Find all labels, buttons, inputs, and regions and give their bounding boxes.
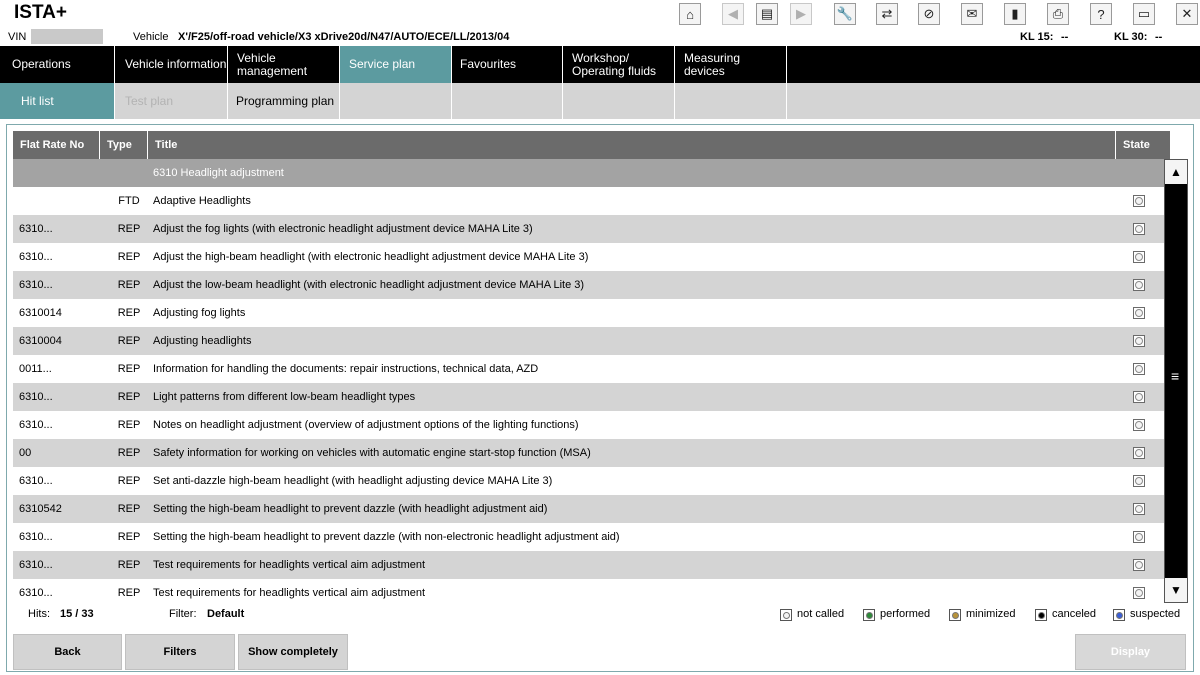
table-row[interactable]: [13, 495, 1164, 523]
state-not-called-icon[interactable]: [1133, 251, 1145, 263]
flat-rate-cell: 6310542: [19, 503, 62, 515]
flat-rate-cell: 6310...: [19, 391, 53, 403]
type-cell: REP: [117, 223, 141, 235]
table-row[interactable]: [13, 355, 1164, 383]
type-cell: REP: [117, 447, 141, 459]
title-cell: Information for handling the documents: repair instructions, technical data, AZD: [153, 363, 539, 375]
table-row[interactable]: [13, 327, 1164, 355]
state-cell: [1132, 495, 1146, 523]
state-not-called-icon[interactable]: [1133, 363, 1145, 375]
kl15-value: --: [1061, 31, 1069, 43]
state-cell: [1132, 215, 1146, 243]
type-cell: REP: [117, 419, 141, 431]
legend-not-called-label: not called: [797, 608, 845, 620]
scroll-up-button[interactable]: [1165, 160, 1187, 184]
kl30-value: --: [1155, 31, 1163, 43]
wrench-icon[interactable]: 🔧: [834, 3, 856, 25]
legend-performed-icon: [863, 609, 875, 621]
state-cell: [1132, 439, 1146, 467]
state-not-called-icon[interactable]: [1133, 419, 1145, 431]
title-cell: Adjust the low-beam headlight (with electronic headlight adjustment device MAHA Lite 3): [153, 279, 585, 291]
state-not-called-icon[interactable]: [1133, 475, 1145, 487]
arrow-down-icon: ▼: [1170, 583, 1182, 597]
state-not-called-icon[interactable]: [1133, 559, 1145, 571]
vin-value: [31, 29, 103, 44]
flat-rate-cell: 6310...: [19, 223, 53, 235]
state-cell: [1132, 411, 1146, 439]
legend-minimized-label: minimized: [966, 608, 1016, 620]
state-not-called-icon[interactable]: [1133, 195, 1145, 207]
state-cell: [1132, 383, 1146, 411]
table-row[interactable]: [13, 299, 1164, 327]
hits-label: Hits:: [28, 608, 50, 620]
state-cell: [1132, 299, 1146, 327]
filters-button[interactable]: Filters: [125, 634, 235, 670]
title-cell: Test requirements for headlights vertical aim adjustment: [153, 559, 426, 571]
print-icon[interactable]: ⎙: [1047, 3, 1069, 25]
show-completely-button[interactable]: Show completely: [238, 634, 348, 670]
title-cell: Adjust the fog lights (with electronic headlight adjustment device MAHA Lite 3): [153, 223, 533, 235]
flat-rate-cell: 6310...: [19, 475, 53, 487]
flat-rate-cell: 00: [19, 447, 32, 459]
column-title[interactable]: Title: [148, 131, 1116, 159]
state-cell: [1132, 243, 1146, 271]
legend-suspected-icon: [1113, 609, 1125, 621]
state-not-called-icon[interactable]: [1133, 587, 1145, 599]
scroll-down-button[interactable]: [1165, 578, 1187, 602]
table-row[interactable]: [13, 215, 1164, 243]
state-cell: [1132, 355, 1146, 383]
forward-icon[interactable]: ▶: [790, 3, 812, 25]
table-header: [13, 131, 1170, 159]
flat-rate-cell: 0011...: [19, 363, 52, 375]
column-flat-rate-no[interactable]: Flat Rate No: [13, 131, 100, 159]
state-cell: [1132, 327, 1146, 355]
type-cell: REP: [117, 363, 141, 375]
table-body: [13, 159, 1164, 603]
vehicle-label: Vehicle: [133, 31, 169, 43]
legend-performed-label: performed: [880, 608, 931, 620]
flat-rate-cell: 6310...: [19, 531, 53, 543]
state-cell: [1132, 579, 1146, 603]
subtab-test-plan[interactable]: Test plan: [115, 83, 228, 119]
status-footer: [0, 604, 1200, 626]
title-cell: Safety information for working on vehicles with automatic engine start-stop function (MSA): [153, 447, 591, 459]
title-cell: Setting the high-beam headlight to prevent dazzle (with headlight adjustment aid): [153, 503, 548, 515]
title-cell: Set anti-dazzle high-beam headlight (with headlight adjusting device MAHA Lite 3): [153, 475, 553, 487]
state-cell: [1132, 467, 1146, 495]
state-cell: [1132, 271, 1146, 299]
table-row[interactable]: [13, 579, 1164, 603]
home-icon[interactable]: ⌂: [679, 3, 701, 25]
type-cell: REP: [117, 503, 141, 515]
table-row[interactable]: [13, 523, 1164, 551]
column-type[interactable]: Type: [100, 131, 148, 159]
group-row[interactable]: [13, 159, 1164, 187]
close-icon[interactable]: ✕: [1176, 3, 1198, 25]
legend-minimized-icon: [949, 609, 961, 621]
back-button[interactable]: Back: [13, 634, 122, 670]
title-cell: Notes on headlight adjustment (overview of adjustment options of the lighting functions): [153, 419, 579, 431]
state-not-called-icon[interactable]: [1133, 503, 1145, 515]
subtab-programming-plan[interactable]: Programming plan: [228, 83, 340, 119]
state-cell: [1132, 187, 1146, 215]
table-row[interactable]: [13, 271, 1164, 299]
main-tabs: [0, 46, 1200, 83]
filter-value: Default: [207, 608, 245, 620]
flat-rate-cell: 6310014: [19, 307, 62, 319]
arrow-up-icon: ▲: [1170, 165, 1182, 179]
legend-not-called-icon: [780, 609, 792, 621]
sub-tabs: [0, 83, 1200, 119]
scrollbar[interactable]: [1164, 159, 1188, 603]
flat-rate-cell: 6310...: [19, 559, 53, 571]
minimize-icon[interactable]: ▭: [1133, 3, 1155, 25]
type-cell: REP: [117, 335, 141, 347]
state-not-called-icon[interactable]: [1133, 391, 1145, 403]
title-bar: [0, 0, 1200, 28]
table-row[interactable]: [13, 551, 1164, 579]
flat-rate-cell: 6310...: [19, 279, 53, 291]
type-cell: REP: [117, 475, 141, 487]
display-button[interactable]: Display: [1075, 634, 1186, 670]
state-not-called-icon[interactable]: [1133, 531, 1145, 543]
flat-rate-cell: 6310...: [19, 419, 53, 431]
button-row: [0, 631, 1200, 671]
table-row[interactable]: [13, 411, 1164, 439]
tab-favourites[interactable]: Favourites: [452, 46, 563, 83]
mail-icon[interactable]: ✉: [961, 3, 983, 25]
connection-icon[interactable]: ⊘: [918, 3, 940, 25]
transfer-icon[interactable]: ⇄: [876, 3, 898, 25]
kl30-label: KL 30:: [1114, 31, 1148, 43]
hits-value: 15 / 33: [60, 608, 94, 620]
vin-label: VIN: [8, 31, 27, 43]
title-cell: Adaptive Headlights: [153, 195, 251, 207]
scroll-thumb-icon[interactable]: ≡: [1171, 368, 1180, 384]
tab-service-plan[interactable]: Service plan: [340, 46, 452, 83]
tab-measuring-devices[interactable]: Measuring devices: [675, 46, 787, 83]
flat-rate-cell: 6310004: [19, 335, 62, 347]
vehicle-value: X'/F25/off-road vehicle/X3 xDrive20d/N47/AUTO/ECE/LL/2013/04: [178, 31, 510, 43]
legend-canceled-label: canceled: [1052, 608, 1097, 620]
app-title: ISTA+: [14, 2, 67, 23]
back-icon[interactable]: ◀: [722, 3, 744, 25]
legend-canceled-icon: [1035, 609, 1047, 621]
state-not-called-icon[interactable]: [1133, 223, 1145, 235]
title-cell: Light patterns from different low-beam headlight types: [153, 391, 416, 403]
battery-icon[interactable]: ▮: [1004, 3, 1026, 25]
legend-suspected-label: suspected: [1130, 608, 1181, 620]
tab-operations[interactable]: Operations: [0, 46, 115, 83]
state-not-called-icon[interactable]: [1133, 307, 1145, 319]
title-cell: Adjusting headlights: [153, 335, 252, 347]
type-cell: REP: [117, 251, 141, 263]
subtab-hit-list[interactable]: Hit list: [0, 83, 115, 119]
table-row[interactable]: [13, 439, 1164, 467]
type-cell: REP: [117, 279, 141, 291]
title-cell: Adjusting fog lights: [153, 307, 246, 319]
help-icon[interactable]: ?: [1090, 3, 1112, 25]
hit-list-panel: [6, 124, 1194, 672]
state-cell: [1132, 551, 1146, 579]
vehicle-bar: [0, 28, 1200, 46]
type-cell: REP: [117, 531, 141, 543]
column-state[interactable]: State: [1123, 139, 1150, 151]
title-cell: Setting the high-beam headlight to prevent dazzle (with non-electronic headlight adjustment aid): [153, 531, 620, 543]
title-cell: Test requirements for headlights vertical aim adjustment: [153, 587, 426, 599]
type-cell: REP: [117, 587, 141, 599]
title-cell: Adjust the high-beam headlight (with electronic headlight adjustment device MAHA Lite 3): [153, 251, 589, 263]
table-row[interactable]: [13, 467, 1164, 495]
type-cell: REP: [117, 559, 141, 571]
subtab-empty-2: [452, 83, 563, 119]
state-not-called-icon[interactable]: [1133, 447, 1145, 459]
state-not-called-icon[interactable]: [1133, 279, 1145, 291]
tab-vehicle-management[interactable]: Vehicle management: [228, 46, 340, 83]
type-cell: REP: [117, 307, 141, 319]
subtab-empty-4: [675, 83, 787, 119]
flat-rate-cell: 6310...: [19, 587, 53, 599]
flat-rate-cell: 6310...: [19, 251, 53, 263]
state-not-called-icon[interactable]: [1133, 335, 1145, 347]
filter-label: Filter:: [169, 608, 197, 620]
table-row[interactable]: [13, 243, 1164, 271]
subtab-empty-3: [563, 83, 675, 119]
type-cell: FTD: [118, 195, 140, 207]
subtab-empty-1: [340, 83, 452, 119]
tab-vehicle-information[interactable]: Vehicle information: [115, 46, 228, 83]
table-row[interactable]: [13, 187, 1164, 215]
tab-workshop-operating-fluids[interactable]: Workshop/ Operating fluids: [563, 46, 675, 83]
group-title: 6310 Headlight adjustment: [153, 167, 284, 179]
document-icon[interactable]: ▤: [756, 3, 778, 25]
state-cell: [1132, 523, 1146, 551]
table-row[interactable]: [13, 383, 1164, 411]
type-cell: REP: [117, 391, 141, 403]
kl15-label: KL 15:: [1020, 31, 1054, 43]
